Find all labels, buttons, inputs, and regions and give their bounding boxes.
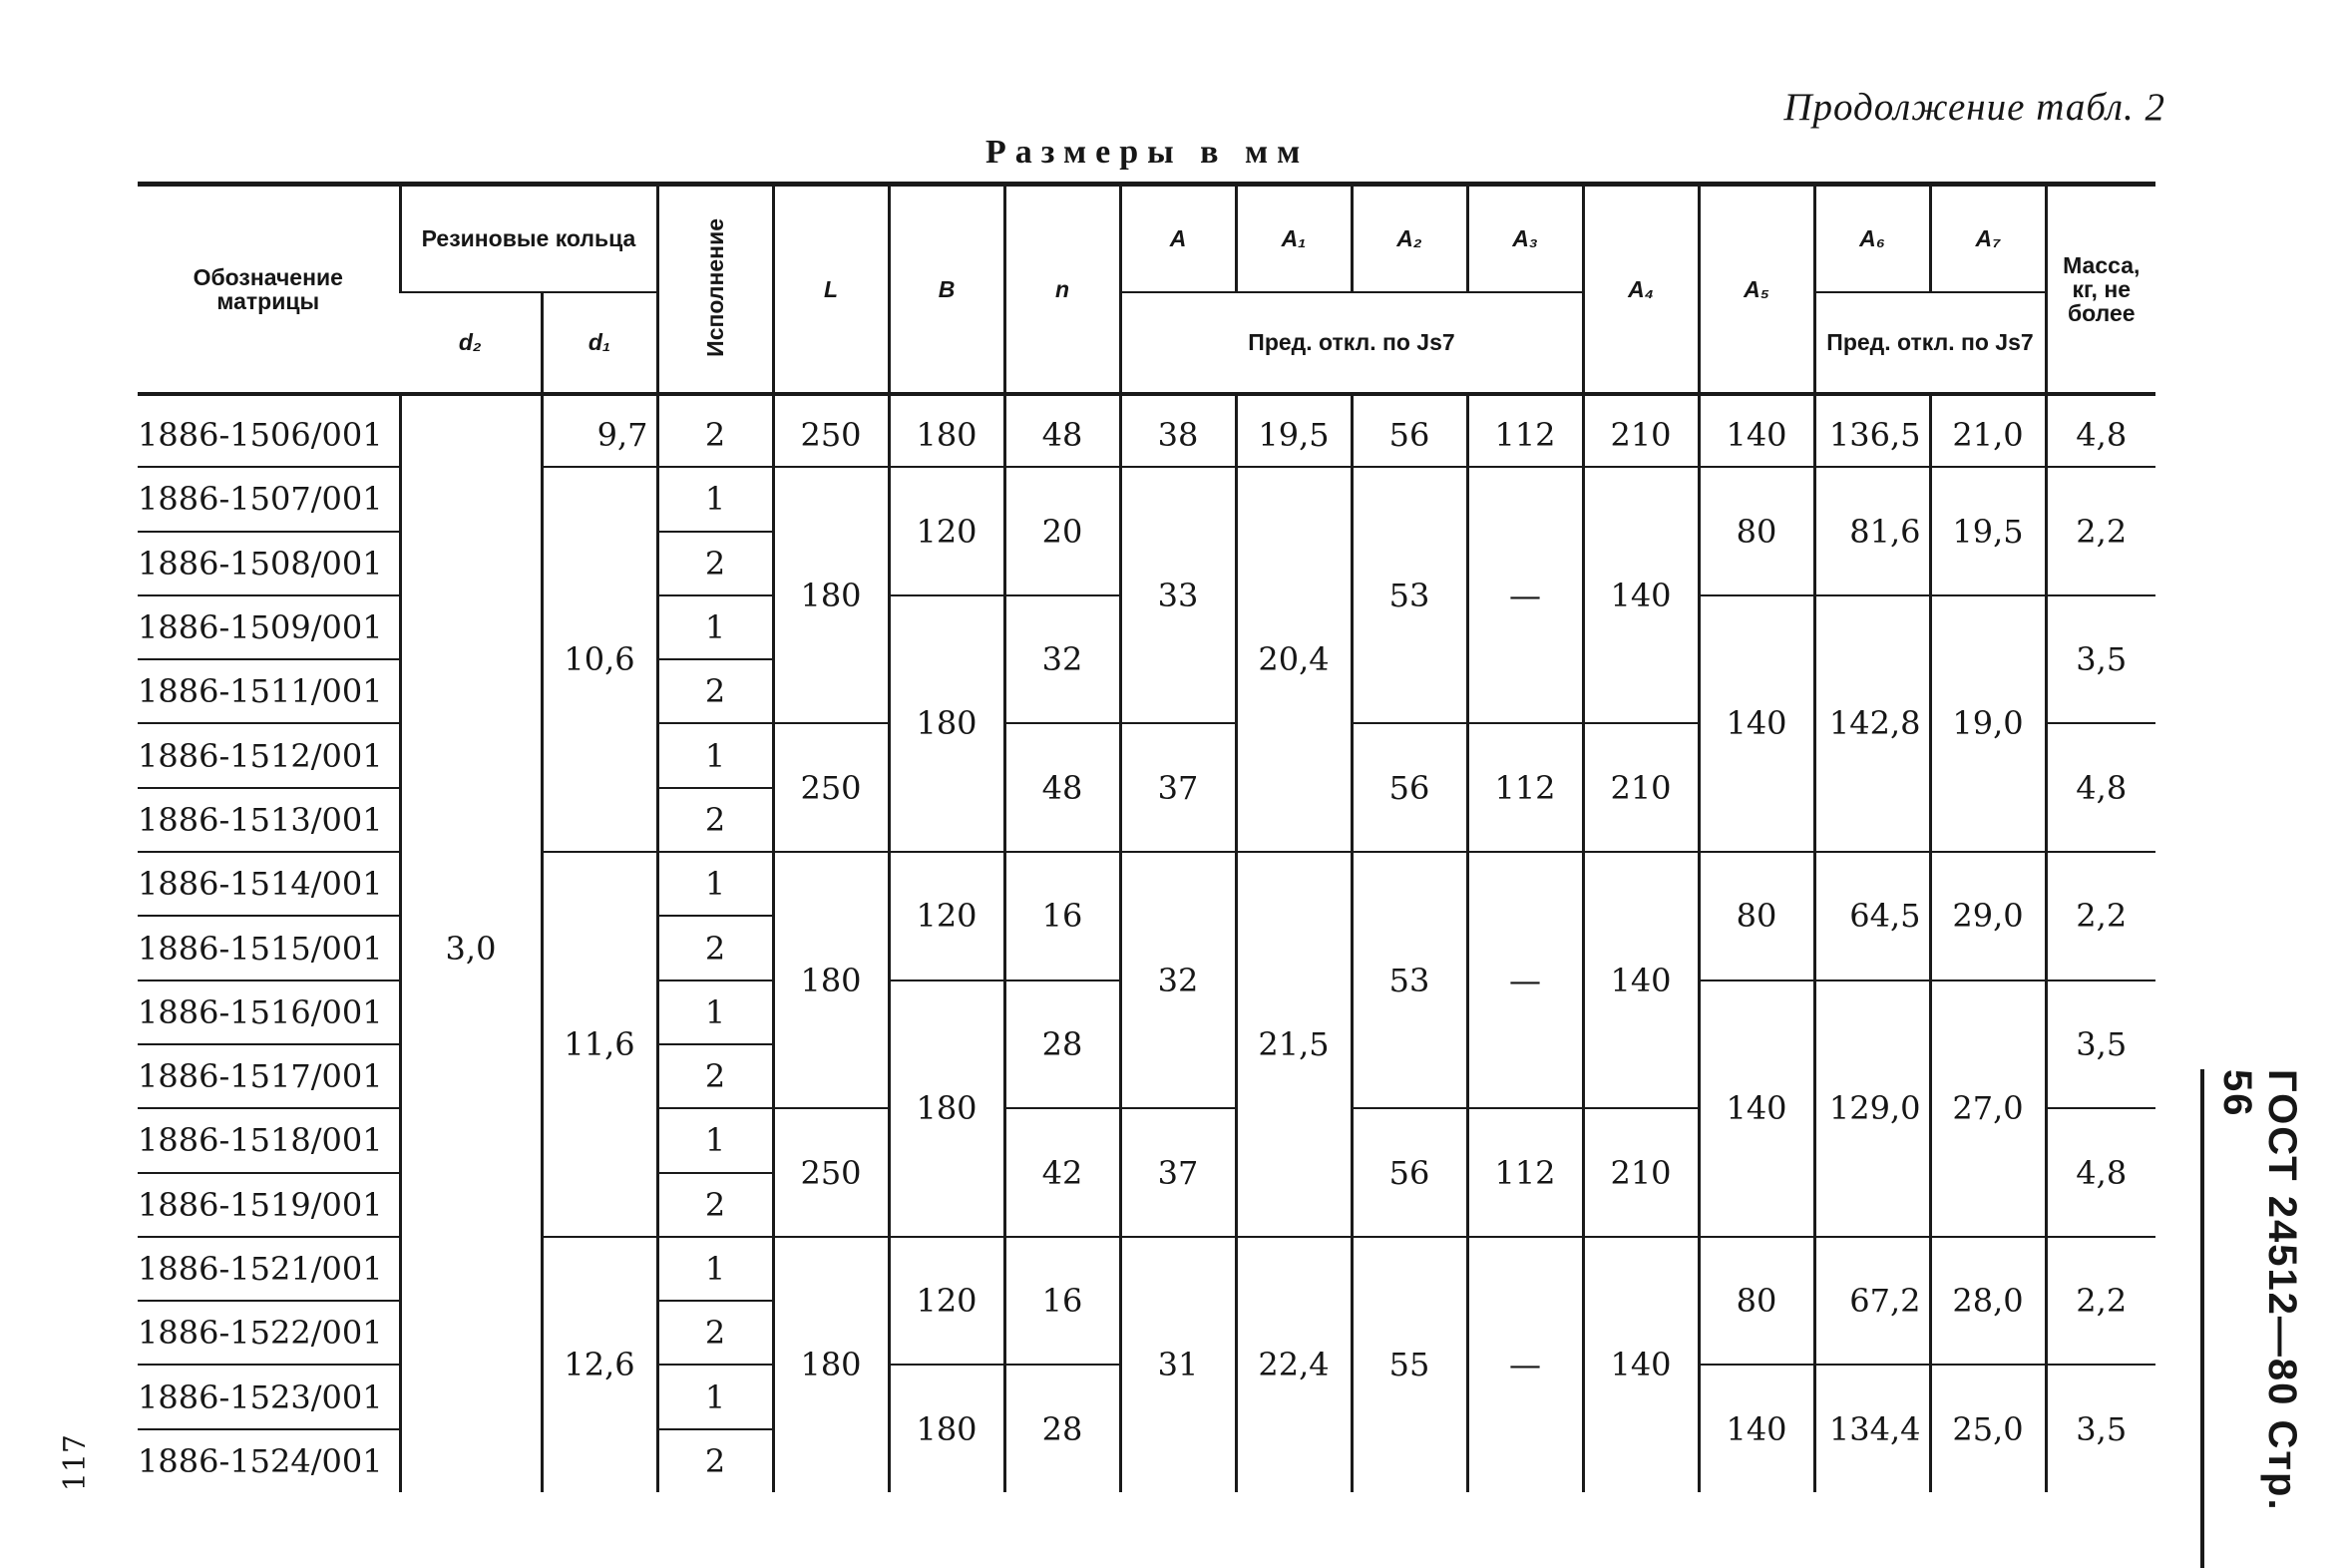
d1-cell: 12,6 <box>542 1237 657 1492</box>
A7-cell: 19,0 <box>1930 595 2046 852</box>
designation-cell: 1886-1511/001 <box>138 659 400 723</box>
version-cell: 2 <box>657 532 773 595</box>
A4-cell: 140 <box>1583 852 1699 1108</box>
mass-cell: 2,2 <box>2046 852 2155 980</box>
page-number: 117 <box>58 1434 93 1492</box>
designation-cell: 1886-1513/001 <box>138 788 400 852</box>
version-cell: 1 <box>657 467 773 531</box>
continuation-label: Продолжение табл. 2 <box>1783 86 2165 129</box>
mass-cell: 4,8 <box>2046 394 2155 467</box>
designation-cell: 1886-1507/001 <box>138 467 400 531</box>
A6-cell: 129,0 <box>1814 980 1930 1237</box>
A4-cell: 140 <box>1583 1237 1699 1492</box>
col-designation: Обозначение матрицы <box>138 185 400 395</box>
B-cell: 120 <box>889 467 1004 595</box>
A6-cell: 142,8 <box>1814 595 1930 852</box>
L-cell: 180 <box>773 852 889 1108</box>
A7-cell: 29,0 <box>1930 852 2046 980</box>
A-cell: 31 <box>1120 1237 1236 1492</box>
col-A1: A₁ <box>1236 185 1352 293</box>
designation-cell: 1886-1521/001 <box>138 1237 400 1301</box>
A-cell: 33 <box>1120 467 1236 723</box>
version-cell: 2 <box>657 916 773 980</box>
version-cell: 2 <box>657 394 773 467</box>
B-cell: 180 <box>889 1365 1004 1492</box>
mass-cell: 2,2 <box>2046 1237 2155 1366</box>
version-cell: 2 <box>657 1301 773 1365</box>
A-cell: 38 <box>1120 394 1236 467</box>
dimensions-caption: Размеры в мм <box>985 134 1310 171</box>
A6-cell: 67,2 <box>1814 1237 1930 1366</box>
A4-cell: 210 <box>1583 1108 1699 1237</box>
A1-cell: 22,4 <box>1236 1237 1352 1492</box>
L-cell: 180 <box>773 1237 889 1492</box>
version-cell: 2 <box>657 1044 773 1108</box>
col-d1: d₁ <box>542 292 657 394</box>
col-A2: A₂ <box>1352 185 1467 293</box>
A1-cell: 20,4 <box>1236 467 1352 852</box>
A7-cell: 27,0 <box>1930 980 2046 1237</box>
L-cell: 250 <box>773 723 889 852</box>
designation-cell: 1886-1519/001 <box>138 1173 400 1237</box>
A2-cell: 53 <box>1352 852 1467 1108</box>
A3-cell: 112 <box>1467 723 1583 852</box>
n-cell: 28 <box>1004 1365 1120 1492</box>
B-cell: 180 <box>889 394 1004 467</box>
A3-cell: — <box>1467 1237 1583 1492</box>
A-cell: 32 <box>1120 852 1236 1108</box>
L-cell: 180 <box>773 467 889 723</box>
version-cell: 2 <box>657 1429 773 1492</box>
n-cell: 16 <box>1004 1237 1120 1366</box>
version-cell: 2 <box>657 659 773 723</box>
B-cell: 120 <box>889 852 1004 980</box>
mass-cell: 3,5 <box>2046 595 2155 724</box>
designation-cell: 1886-1518/001 <box>138 1108 400 1172</box>
n-cell: 32 <box>1004 595 1120 724</box>
A5-cell: 140 <box>1699 980 1814 1237</box>
d1-cell: 10,6 <box>542 467 657 852</box>
col-A7: A₇ <box>1930 185 2046 293</box>
col-A3: A₃ <box>1467 185 1583 293</box>
col-n: n <box>1004 185 1120 395</box>
version-cell: 1 <box>657 980 773 1044</box>
A5-cell: 140 <box>1699 595 1814 852</box>
L-cell: 250 <box>773 1108 889 1237</box>
A7-cell: 28,0 <box>1930 1237 2046 1366</box>
B-cell: 180 <box>889 980 1004 1237</box>
version-cell: 1 <box>657 595 773 659</box>
col-tolerance-a: Пред. откл. по Js7 <box>1120 292 1583 394</box>
A7-cell: 21,0 <box>1930 394 2046 467</box>
mass-cell: 3,5 <box>2046 980 2155 1109</box>
col-A4: A₄ <box>1583 185 1699 395</box>
version-cell: 1 <box>657 1237 773 1301</box>
A6-cell: 136,5 <box>1814 394 1930 467</box>
A5-cell: 80 <box>1699 852 1814 980</box>
A2-cell: 56 <box>1352 1108 1467 1237</box>
A3-cell: — <box>1467 852 1583 1108</box>
A3-cell: 112 <box>1467 394 1583 467</box>
A3-cell: — <box>1467 467 1583 723</box>
col-version <box>657 185 773 395</box>
A2-cell: 56 <box>1352 723 1467 852</box>
d1-cell: 11,6 <box>542 852 657 1237</box>
col-A6: A₆ <box>1814 185 1930 293</box>
col-d2: d₂ <box>400 292 542 394</box>
A3-cell: 112 <box>1467 1108 1583 1237</box>
A2-cell: 55 <box>1352 1237 1467 1492</box>
col-group-rubber-rings: Резиновые кольца <box>400 185 657 293</box>
designation-cell: 1886-1516/001 <box>138 980 400 1044</box>
version-cell: 1 <box>657 1365 773 1428</box>
A6-cell: 134,4 <box>1814 1365 1930 1492</box>
n-cell: 20 <box>1004 467 1120 595</box>
table-row <box>138 394 2343 467</box>
A5-cell: 140 <box>1699 394 1814 467</box>
n-cell: 28 <box>1004 980 1120 1109</box>
designation-cell: 1886-1512/001 <box>138 723 400 787</box>
version-cell: 2 <box>657 1173 773 1237</box>
mass-cell: 4,8 <box>2046 1108 2155 1237</box>
designation-cell: 1886-1522/001 <box>138 1301 400 1365</box>
n-cell: 48 <box>1004 723 1120 852</box>
col-B: B <box>889 185 1004 395</box>
A4-cell: 210 <box>1583 394 1699 467</box>
A2-cell: 56 <box>1352 394 1467 467</box>
col-tolerance-a6: Пред. откл. по Js7 <box>1814 292 2046 394</box>
designation-cell: 1886-1515/001 <box>138 916 400 980</box>
designation-cell: 1886-1514/001 <box>138 852 400 916</box>
A4-cell: 210 <box>1583 723 1699 852</box>
A6-cell: 81,6 <box>1814 467 1930 595</box>
A5-cell: 140 <box>1699 1365 1814 1492</box>
n-cell: 48 <box>1004 394 1120 467</box>
A5-cell: 80 <box>1699 467 1814 595</box>
mass-cell: 2,2 <box>2046 467 2155 595</box>
designation-cell: 1886-1508/001 <box>138 532 400 595</box>
A-cell: 37 <box>1120 1108 1236 1237</box>
d2-cell: 3,0 <box>400 394 542 1492</box>
designation-cell: 1886-1524/001 <box>138 1441 383 1480</box>
designation-cell: 1886-1506/001 <box>138 394 400 467</box>
dimensions-table <box>138 182 2343 1492</box>
B-cell: 180 <box>889 595 1004 852</box>
A5-cell: 80 <box>1699 1237 1814 1366</box>
A1-cell: 21,5 <box>1236 852 1352 1237</box>
A7-cell: 19,5 <box>1930 467 2046 595</box>
B-cell: 120 <box>889 1237 1004 1366</box>
L-cell: 250 <box>773 394 889 467</box>
A2-cell: 53 <box>1352 467 1467 723</box>
mass-cell: 4,8 <box>2046 723 2155 852</box>
n-cell: 42 <box>1004 1108 1120 1237</box>
n-cell: 16 <box>1004 852 1120 980</box>
A-cell: 37 <box>1120 723 1236 852</box>
A6-cell: 64,5 <box>1814 852 1930 980</box>
designation-cell: 1886-1523/001 <box>138 1365 400 1428</box>
col-A5: A₅ <box>1699 185 1814 395</box>
A4-cell: 140 <box>1583 467 1699 723</box>
A1-cell: 19,5 <box>1236 394 1352 467</box>
col-A: A <box>1120 185 1236 293</box>
designation-cell: 1886-1509/001 <box>138 595 400 659</box>
designation-cell: 1886-1517/001 <box>138 1044 400 1108</box>
version-cell: 1 <box>657 1108 773 1172</box>
version-cell: 1 <box>657 852 773 916</box>
version-cell: 1 <box>657 723 773 787</box>
col-L: L <box>773 185 889 395</box>
col-version-label: Исполнение <box>701 217 728 357</box>
standard-code: ГОСТ 24512—80 Стр. 56 <box>2200 1069 2304 1568</box>
mass-cell: 3,5 <box>2046 1365 2155 1492</box>
A7-cell: 25,0 <box>1930 1365 2046 1492</box>
version-cell: 2 <box>657 788 773 852</box>
d1-cell: 9,7 <box>542 394 657 467</box>
col-mass: Масса, кг, не более <box>2046 185 2155 395</box>
